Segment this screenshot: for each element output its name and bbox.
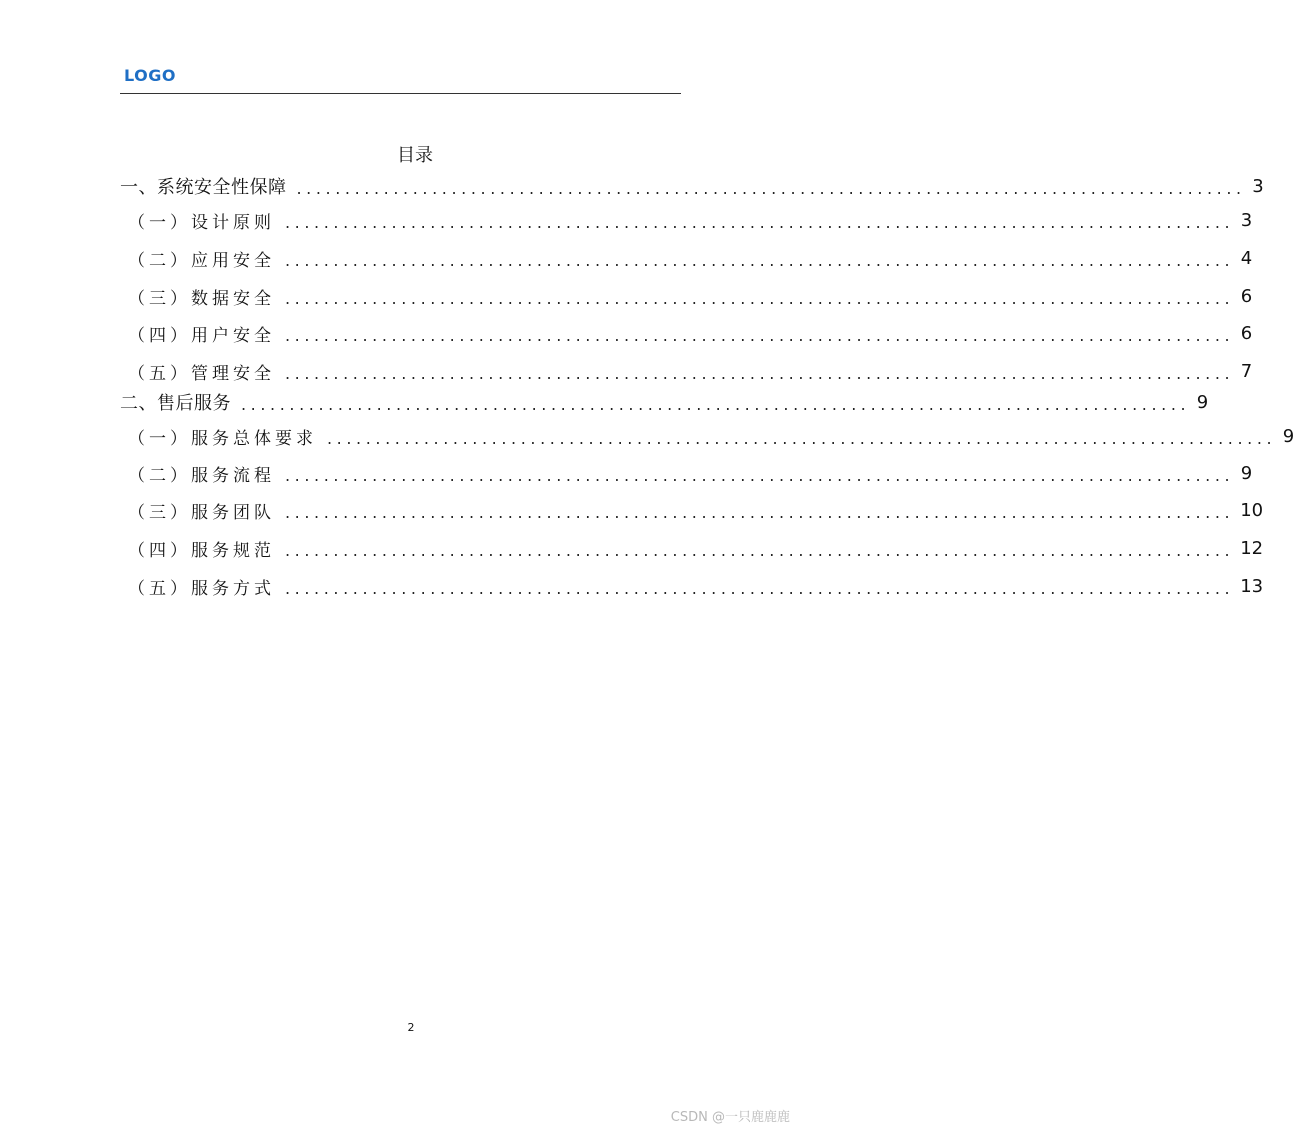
toc-leader-dots: .................................................................................................. — [285, 465, 1235, 485]
toc-entry[interactable] — [120, 420, 1294, 452]
toc-entry-label: （二）应用安全 — [128, 250, 275, 271]
toc-entry-label: （五）服务方式 — [128, 578, 275, 599]
toc-leader-dots: .................................................................................................. — [285, 212, 1235, 232]
toc-leader-dots: .................................................................................................. — [327, 428, 1277, 448]
toc-entry[interactable] — [120, 494, 1264, 526]
toc-entry-label: （四）服务规范 — [128, 540, 275, 561]
toc-leader-dots: .................................................................................................. — [285, 325, 1235, 345]
toc-entry-page: 9 — [1240, 462, 1253, 484]
toc-entry-label: （一）服务总体要求 — [128, 428, 317, 449]
toc-entry[interactable] — [120, 204, 1253, 236]
toc-leader-dots: .................................................................................................. — [241, 394, 1191, 414]
toc-entry-page: 6 — [1240, 285, 1253, 307]
toc-entry-page: 13 — [1240, 575, 1264, 597]
toc-entry-page: 6 — [1240, 322, 1253, 344]
toc-entry-label: （三）服务团队 — [128, 502, 275, 523]
toc-leader-dots: .................................................................................................. — [285, 540, 1235, 560]
toc-entry[interactable] — [120, 170, 1264, 202]
toc-entry-page: 12 — [1240, 537, 1264, 559]
toc-entry[interactable] — [120, 355, 1253, 387]
toc-entry-page: 7 — [1240, 360, 1253, 382]
toc-entry-page: 3 — [1252, 175, 1264, 197]
toc-title: 目录 — [397, 145, 433, 166]
toc-entry-page: 4 — [1240, 247, 1253, 269]
toc-leader-dots: .................................................................................................. — [285, 250, 1235, 270]
toc-entry-page: 9 — [1196, 391, 1209, 413]
toc-entry-label: （一）设计原则 — [128, 212, 275, 233]
toc-entry-label: （三）数据安全 — [128, 288, 275, 309]
toc-entry[interactable] — [120, 280, 1253, 312]
toc-leader-dots: .................................................................................................. — [285, 363, 1235, 383]
toc-leader-dots: .................................................................................................. — [285, 578, 1235, 598]
header-divider — [120, 93, 681, 94]
toc-entry[interactable] — [120, 570, 1264, 602]
toc-entry[interactable] — [120, 317, 1253, 349]
page-number: 2 — [407, 1021, 415, 1034]
toc-entry[interactable] — [120, 532, 1264, 564]
toc-entry-label: （二）服务流程 — [128, 465, 275, 486]
watermark: CSDN @一只鹿鹿鹿 — [670, 1110, 790, 1125]
toc-entry-label: 二、售后服务 — [120, 393, 231, 414]
logo: LOGO — [124, 66, 176, 85]
toc-leader-dots: .................................................................................................. — [296, 178, 1246, 198]
toc-entry-page: 10 — [1240, 499, 1264, 521]
toc-entry-page: 3 — [1240, 209, 1253, 231]
toc-entry[interactable] — [120, 386, 1209, 418]
toc-entry[interactable] — [120, 457, 1253, 489]
toc-leader-dots: .................................................................................................. — [285, 288, 1235, 308]
toc-entry-label: （五）管理安全 — [128, 363, 275, 384]
toc-entry[interactable] — [120, 242, 1253, 274]
toc-entry-label: （四）用户安全 — [128, 325, 275, 346]
toc-entry-page: 9 — [1282, 425, 1294, 447]
toc-leader-dots: .................................................................................................. — [285, 502, 1235, 522]
toc-entry-label: 一、系统安全性保障 — [120, 177, 287, 198]
